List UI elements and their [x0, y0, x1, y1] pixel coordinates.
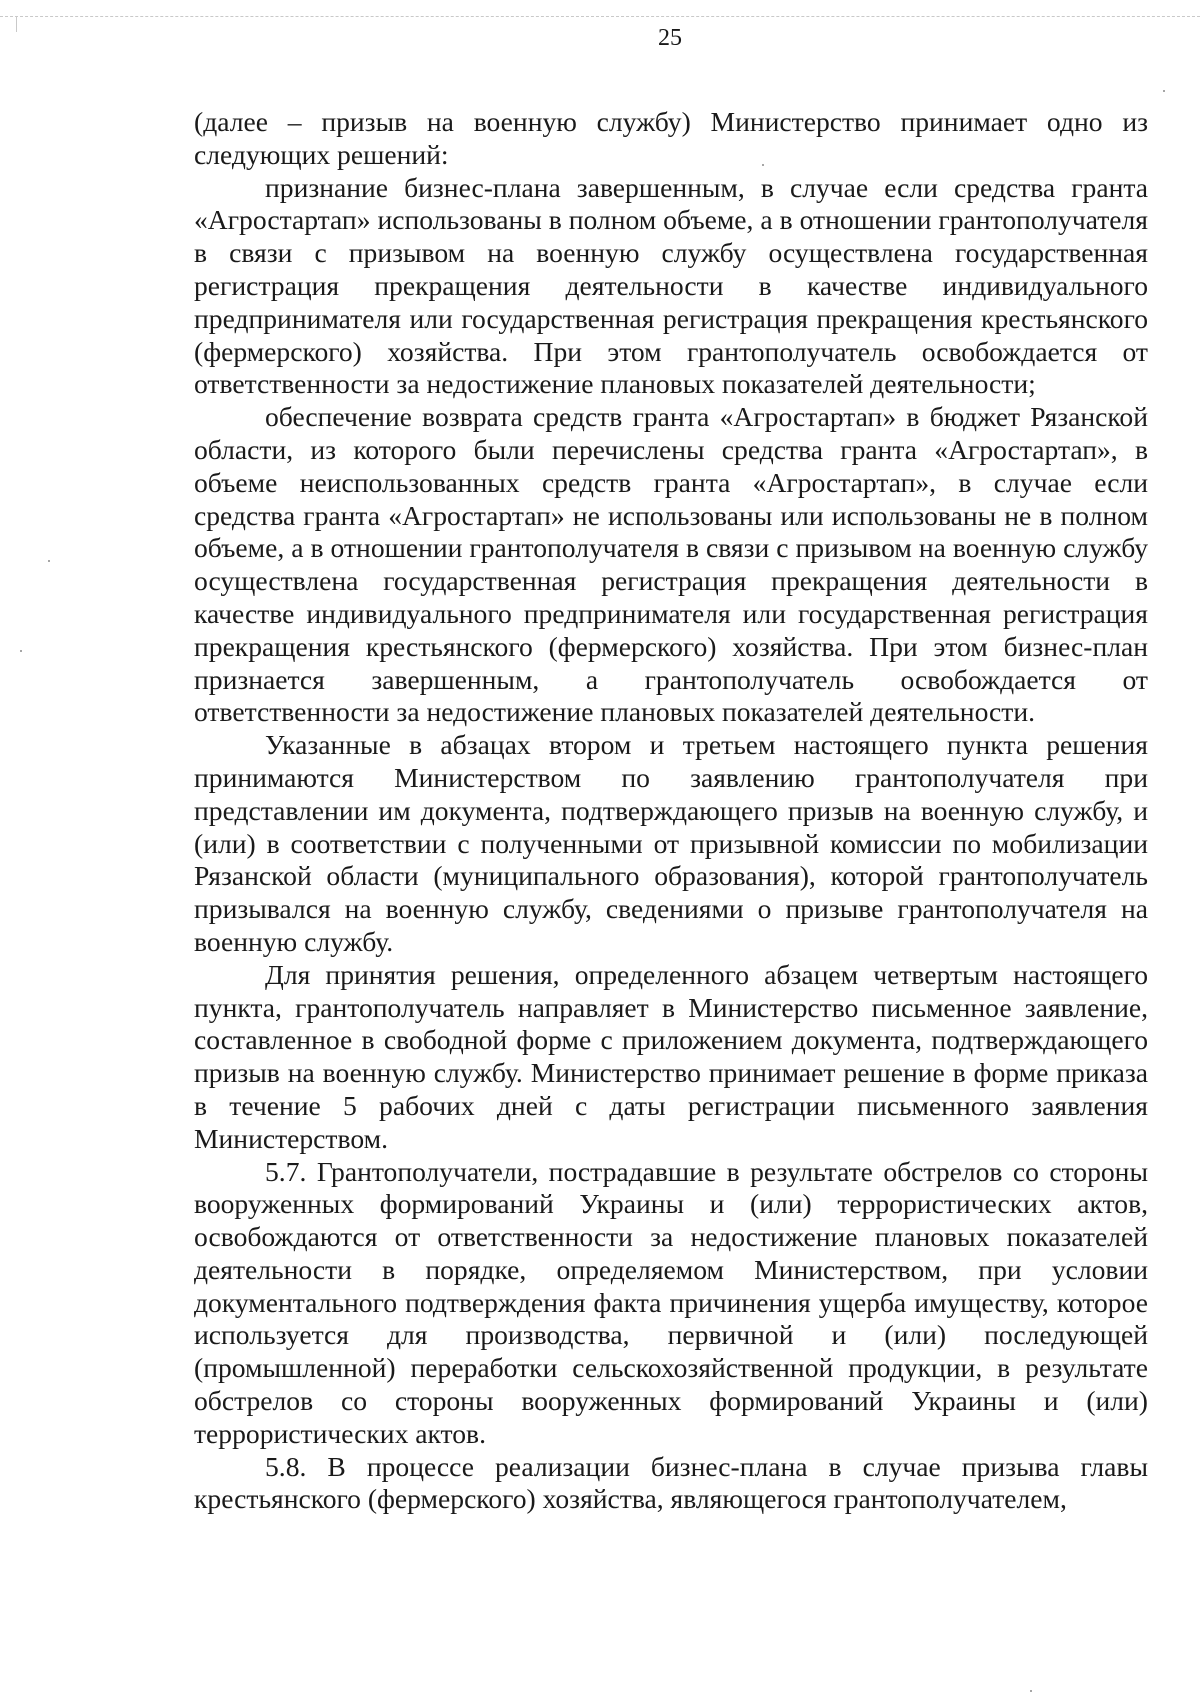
scan-speck: [1163, 90, 1165, 92]
page-number: 25: [658, 25, 682, 51]
paragraph-clause-5-7: 5.7. Грантополучатели, пострадавшие в результате обстрелов со стороны вооруженных формирований Украины и (или) террористических актов, освобождаются от ответственности за недостижение плановых показателей деятельности в порядке, определяемом Министерством, при условии документального подтверждения факта причинения ущерба имуществу, которое используется для производства, первичной и (или) последующей (промышленной) переработки сельскохозяйственной продукции, в результате обстрелов со стороны вооруженных формирований Украины и (или) террористических актов.: [194, 1155, 1148, 1449]
paragraph-decision-completed: признание бизнес-плана завершенным, в случае если средства гранта «Агростартап» использованы в полном объеме, а в отношении грантополучателя в связи с призывом на военную службу осуществлена государственная регистрация прекращения деятельности в качестве индивидуального предпринимателя или государственная регистрация прекращения крестьянского (фермерского) хозяйства. При этом грантополучатель освобождается от ответственности за недостижение плановых показателей деятельности;: [194, 171, 1148, 400]
paragraph-application-procedure: Для принятия решения, определенного абзацем четвертым настоящего пункта, грантополучатель направляет в Министерство письменное заявление, составленное в свободной форме с приложением документа, подтверждающего призыв на военную службу. Министерство принимает решение в форме приказа в течение 5 рабочих дней с даты регистрации письменного заявления Министерством.: [194, 958, 1148, 1154]
scan-speck: [762, 164, 764, 166]
scan-speck: [48, 560, 50, 562]
scan-speck: [1030, 1690, 1032, 1692]
scan-speck: [20, 650, 22, 652]
paragraph-clause-5-8: 5.8. В процессе реализации бизнес-плана в случае призыва главы крестьянского (фермерского) хозяйства, являющегося грантополучателем,: [194, 1450, 1148, 1515]
scan-left-edge: [16, 16, 17, 32]
paragraph-decision-refund: обеспечение возврата средств гранта «Агростартап» в бюджет Рязанской области, из которого были перечислены средства гранта «Агростартап», в объеме неиспользованных средств гранта «Агростартап», в случае если средства гранта «Агростартап» не использованы или использованы не в полном объеме, а в отношении грантополучателя в связи с призывом на военную службу осуществлена государственная регистрация прекращения деятельности в качестве индивидуального предпринимателя или государственная регистрация прекращения крестьянского (фермерского) хозяйства. При этом бизнес-план признается завершенным, а грантополучатель освобождается от ответственности за недостижение плановых показателей деятельности.: [194, 401, 1148, 728]
scan-top-edge: [0, 16, 1200, 17]
document-body: [194, 106, 1148, 1516]
paragraph-continuation: (далее – призыв на военную службу) Министерство принимает одно из следующих решений:: [194, 106, 1148, 170]
paragraph-decisions-basis: Указанные в абзацах втором и третьем настоящего пункта решения принимаются Министерством по заявлению грантополучателя при представлении им документа, подтверждающего призыв на военную службу, и (или) в соответствии с полученными от призывной комиссии по мобилизации Рязанской области (муниципального образования), которой грантополучатель призывался на военную службу, сведениями о призыве грантополучателя на военную службу.: [194, 729, 1148, 957]
